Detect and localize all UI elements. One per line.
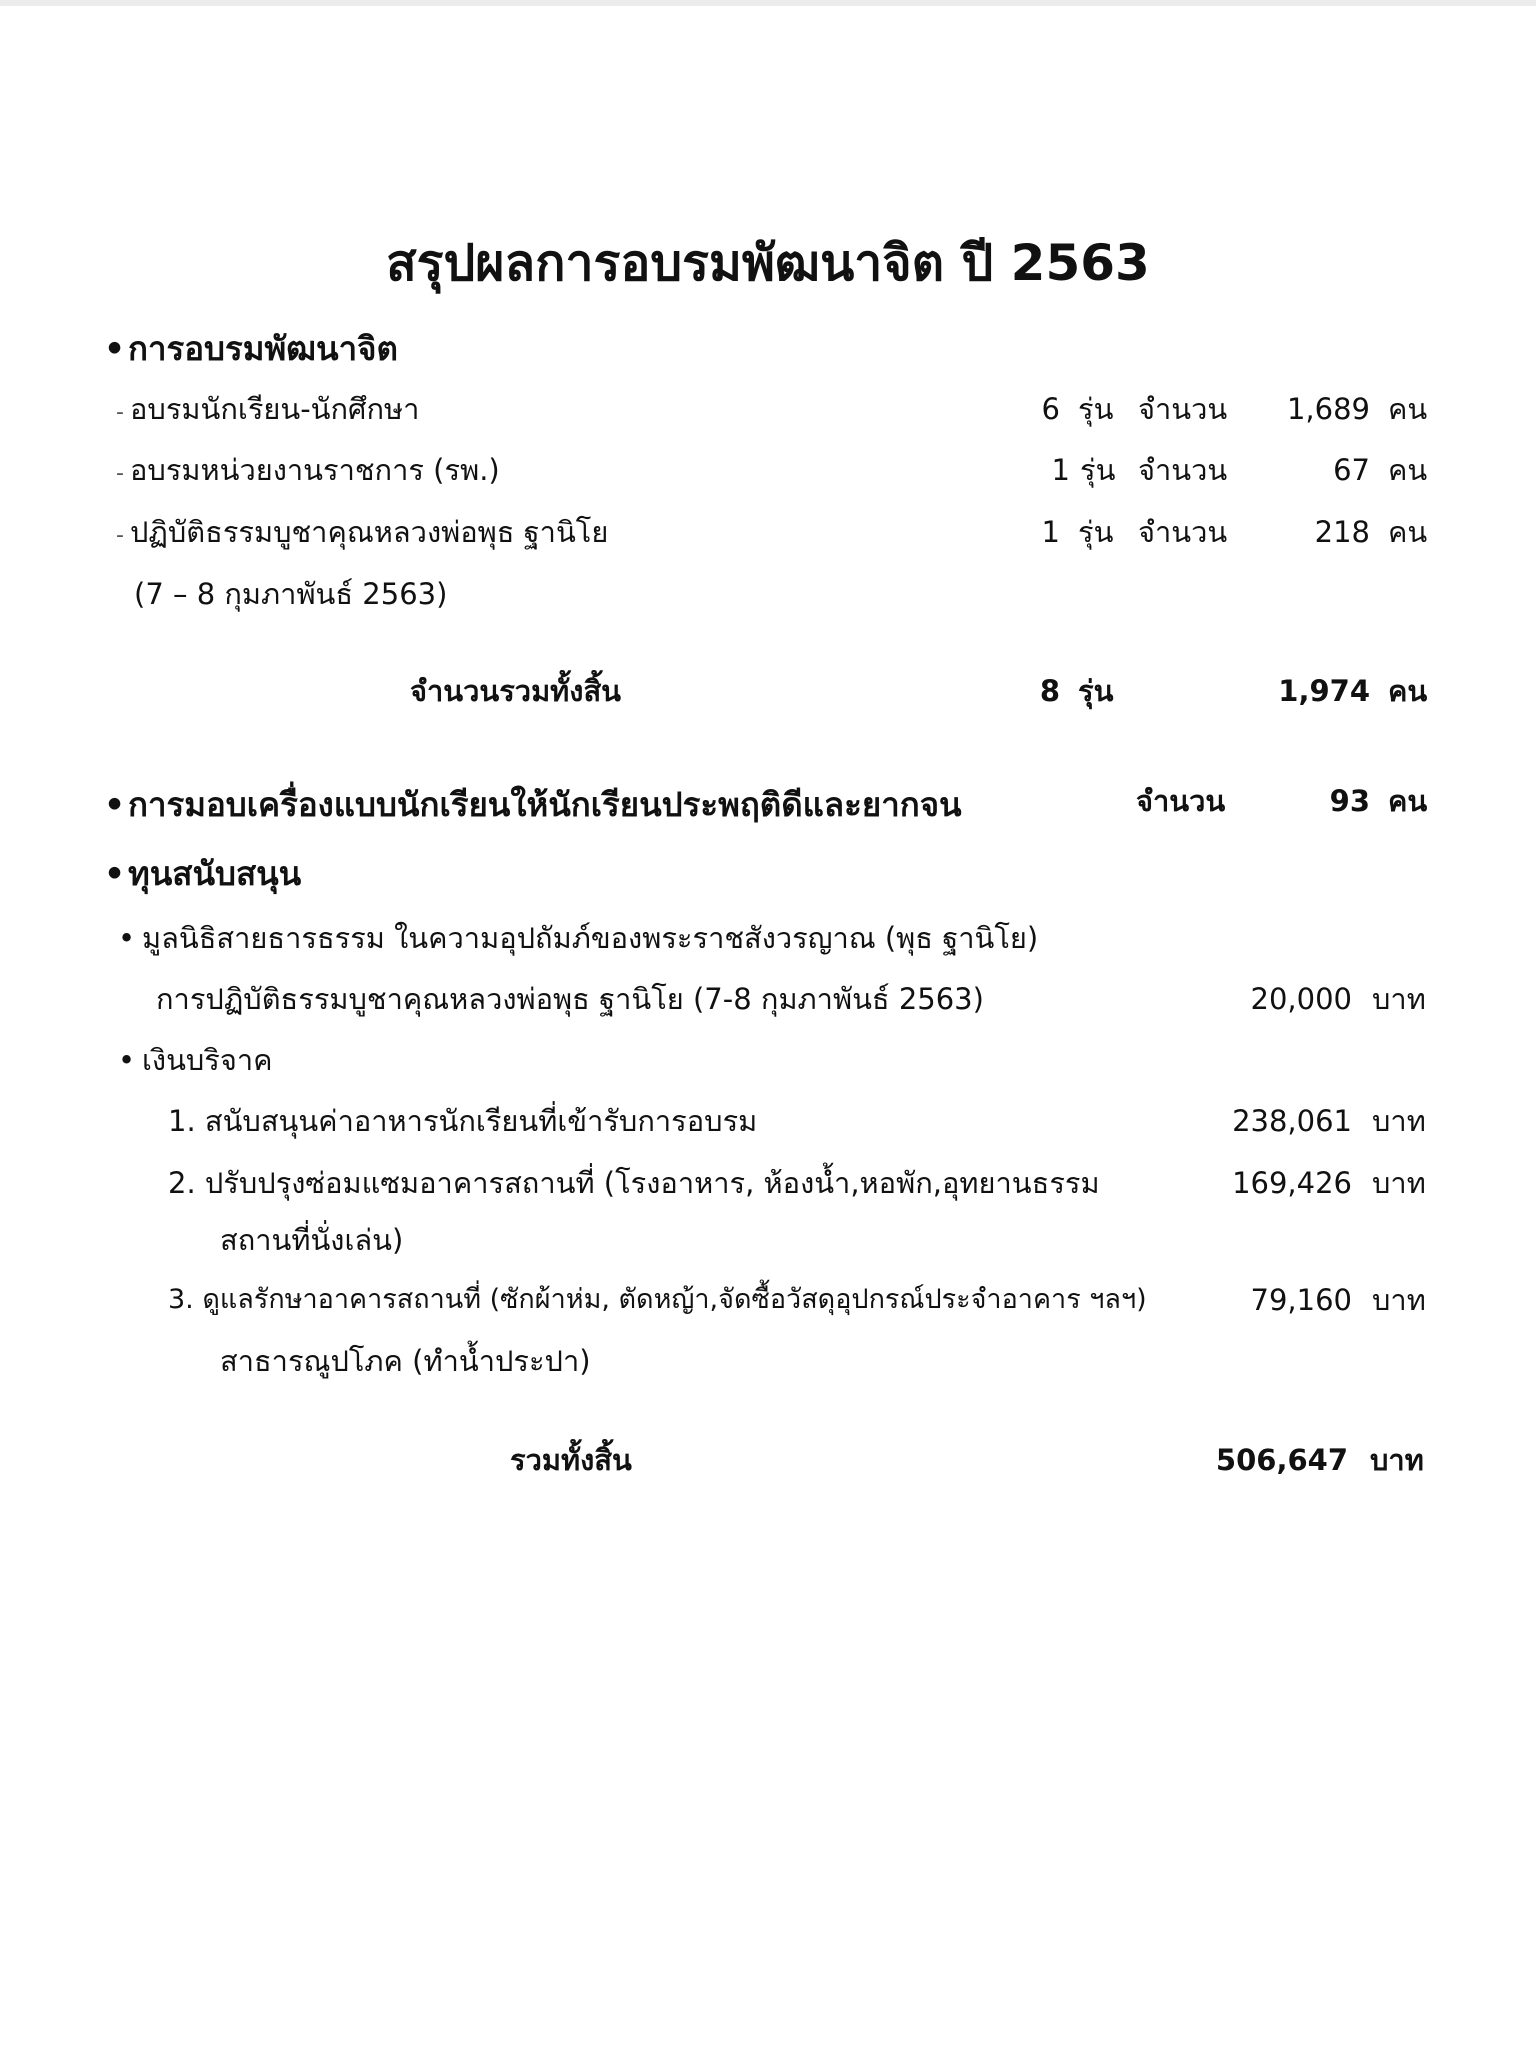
training-row-2-batches: 1	[1051, 453, 1070, 487]
donation-item-text: สนับสนุนค่าอาหารนักเรียนที่เข้ารับการอบรม	[204, 1104, 758, 1138]
training-row-2-people: 67	[1333, 453, 1370, 487]
bullet-icon: •	[118, 1043, 136, 1077]
donation-item-1-unit: บาท	[1372, 1104, 1426, 1138]
donation-item-2-line-1	[168, 1162, 1100, 1204]
training-row-label: อบรมหน่วยงานราชการ (รพ.)	[130, 453, 500, 487]
donation-item-text: ปรับปรุงซ่อมแซมอาคารสถานที่ (โรงอาหาร, ห้องน้ำ,หอพัก,อุทยานธรรม	[204, 1166, 1100, 1200]
dash-icon: -	[116, 461, 124, 486]
funding-foundation-label	[118, 917, 1038, 959]
funding-foundation-detail: การปฏิบัติธรรมบูชาคุณหลวงพ่อพุธ ฐานิโย (7-8 กุมภาพันธ์ 2563)	[156, 982, 984, 1016]
donation-item-3-line-1	[168, 1279, 1147, 1321]
training-row-3-people-unit: คน	[1388, 515, 1428, 549]
bullet-icon: •	[104, 329, 126, 368]
training-total-people-unit: คน	[1388, 674, 1428, 708]
training-row-3-batch-unit: รุ่น	[1078, 515, 1114, 549]
donation-item-2-line-2: สถานที่นั่งเล่น)	[220, 1223, 404, 1257]
donation-item-3-line-2: สาธารณูปโภค (ทำน้ำประปา)	[220, 1344, 591, 1378]
training-row-2-people-unit: คน	[1388, 453, 1428, 487]
bullet-icon: •	[104, 785, 126, 824]
section-funding-heading-text: ทุนสนับสนุน	[128, 854, 302, 893]
training-row-2-batch-unit: รุ่น	[1080, 453, 1116, 487]
dash-icon: -	[116, 523, 124, 548]
bullet-icon: •	[104, 854, 126, 893]
donation-item-2-amount: 169,426	[1232, 1166, 1352, 1200]
uniforms-people: 93	[1329, 784, 1370, 818]
training-row-3-batches: 1	[1041, 515, 1060, 549]
section-funding-heading	[104, 851, 301, 897]
uniforms-count-label: จำนวน	[1136, 784, 1226, 818]
funding-foundation-unit: บาท	[1372, 982, 1426, 1016]
training-row-3-people: 218	[1314, 515, 1370, 549]
funding-total-label: รวมทั้งสิ้น	[510, 1443, 632, 1477]
funding-total-unit: บาท	[1370, 1443, 1424, 1477]
training-row-3-date-note: (7 – 8 กุมภาพันธ์ 2563)	[134, 577, 448, 611]
funding-foundation-amount: 20,000	[1250, 982, 1352, 1016]
section-training-heading	[104, 326, 398, 372]
training-total-batches: 8	[1039, 674, 1060, 708]
donation-item-3-amount: 79,160	[1250, 1283, 1352, 1317]
uniforms-people-unit: คน	[1388, 784, 1428, 818]
section-uniforms-heading	[104, 782, 962, 828]
training-row-2-count-label: จำนวน	[1138, 453, 1228, 487]
page-title: สรุปผลการอบรมพัฒนาจิต ปี 2563	[386, 234, 1150, 292]
donation-item-number: 3.	[168, 1284, 194, 1315]
bullet-icon: •	[118, 921, 136, 955]
training-total-people: 1,974	[1278, 674, 1370, 708]
donation-item-number: 2.	[168, 1166, 196, 1200]
training-row-3-count-label: จำนวน	[1138, 515, 1228, 549]
dash-icon: -	[116, 400, 124, 425]
training-row-label: อบรมนักเรียน-นักศึกษา	[130, 392, 420, 426]
training-total-batch-unit: รุ่น	[1078, 674, 1114, 708]
training-row-3-label	[116, 511, 608, 557]
funding-total-amount: 506,647	[1215, 1443, 1348, 1477]
training-row-1-label	[116, 388, 419, 434]
donation-item-1-amount: 238,061	[1232, 1104, 1352, 1138]
section-uniforms-heading-text: การมอบเครื่องแบบนักเรียนให้นักเรียนประพฤติดีและยากจน	[128, 785, 962, 824]
training-row-1-people-unit: คน	[1388, 392, 1428, 426]
section-training-heading-text: การอบรมพัฒนาจิต	[128, 329, 398, 368]
training-row-1-count-label: จำนวน	[1138, 392, 1228, 426]
donation-item-2-unit: บาท	[1372, 1166, 1426, 1200]
donation-item-number: 1.	[168, 1104, 196, 1138]
funding-foundation-label-text: มูลนิธิสายธารธรรม ในความอุปถัมภ์ของพระราชสังวรญาณ (พุธ ฐานิโย)	[142, 921, 1039, 955]
training-row-1-people: 1,689	[1286, 392, 1370, 426]
training-row-2-label	[116, 449, 500, 495]
training-total-label: จำนวนรวมทั้งสิ้น	[410, 674, 621, 708]
training-row-label: ปฏิบัติธรรมบูชาคุณหลวงพ่อพุธ ฐานิโย	[130, 515, 609, 549]
funding-donations-label	[118, 1039, 273, 1081]
donation-item-1-line-1	[168, 1100, 757, 1142]
funding-donations-label-text: เงินบริจาค	[142, 1043, 273, 1077]
donation-item-3-unit: บาท	[1372, 1283, 1426, 1317]
training-row-1-batch-unit: รุ่น	[1078, 392, 1114, 426]
training-row-1-batches: 6	[1041, 392, 1060, 426]
donation-item-text: ดูแลรักษาอาคารสถานที่ (ซักผ้าห่ม, ตัดหญ้า,จัดซื้อวัสดุอุปกรณ์ประจำอาคาร ฯลฯ)	[202, 1284, 1147, 1315]
